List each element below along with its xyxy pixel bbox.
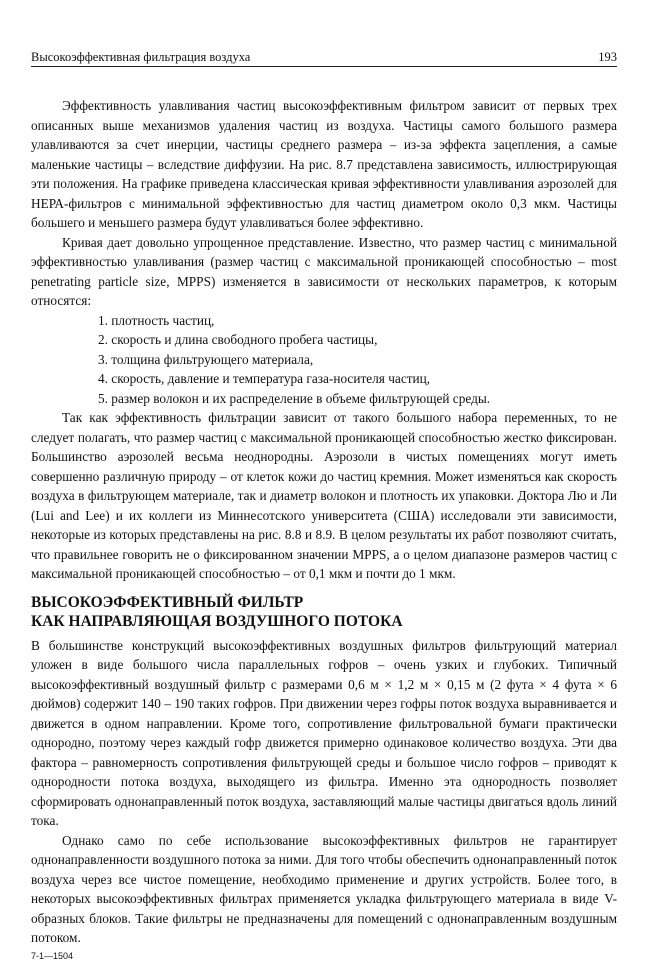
page-body <box>31 96 617 948</box>
paragraph-3: Так как эффективность фильтрации зависит от такого большого набора переменных, то не следует полагать, что размер частиц с максимальной проникающей способностью жестко фиксирован. Большинство аэрозолей весьма неоднородны. Аэрозоли в чистых помещениях могут иметь совершенно различную природу – от клеток кожи до частиц кремния. Может изменяться как скорость воздуха в фильтрующем материале, так и диаметр волокон и плотность их упаковки. Доктора Лю и Ли (Lui and Lee) и их коллеги из Миннесотского университета (США) исследовали эти зависимости, некоторые из которых представлены на рис. 8.8 и 8.9. В целом результаты их работ позволяют считать, что правильнее говорить не о фиксированном значении MPPS, а о целом диапазоне размеров частиц с максимальной проникающей способностью – от 0,1 мкм и почти до 1 мкм. <box>31 410 617 581</box>
list-item: 4. скорость, давление и температура газа-носителя частиц, <box>98 371 431 386</box>
running-header <box>31 50 617 67</box>
list-item: 5. размер волокон и их распределение в объеме фильтрующей среды. <box>98 390 491 406</box>
paragraph-2: Кривая дает довольно упрощенное представление. Известно, что размер частиц с минимальной эффективностью улавливания (размер частиц с максимальной проникающей способностью – most penetrating particle size, MPPS) изменяется в зависимости от нескольких параметров, к которым относятся: <box>31 234 617 308</box>
list-item: 1. плотность частиц, <box>98 312 215 328</box>
parameter-list <box>31 311 617 409</box>
section-heading-line-2: КАК НАПРАВЛЯЮЩАЯ ВОЗДУШНОГО ПОТОКА <box>31 612 403 630</box>
paragraph-5: Однако само по себе использование высокоэффективных фильтров не гарантирует однонаправленности воздушного потока за ними. Для того чтобы обеспечить однонаправленный поток воздуха через все чистое помещение, необходимо применение и других устройств. Более того, в некоторых высокоэффективных фильтрах применяется укладка фильтрующего материала в виде V-образных блоков. Такие фильтры не предназначены для помещений с однонаправленным воздушным потоком. <box>31 832 617 945</box>
section-heading-line-1: ВЫСОКОЭФФЕКТИВНЫЙ ФИЛЬТР <box>31 593 304 611</box>
section-heading <box>31 593 617 631</box>
list-item: 2. скорость и длина свободного пробега частицы, <box>98 332 378 347</box>
printer-signature: 7-1—1504 <box>31 951 74 961</box>
page-number: 193 <box>598 50 617 64</box>
running-title: Высокоэффективная фильтрация воздуха <box>31 50 251 64</box>
paragraph-1: Эффективность улавливания частиц высокоэффективным фильтром зависит от первых трех описанных выше механизмов удаления частиц из воздуха. Частицы самого большого размера улавливаются за счет инерции, частицы среднего размера – из-за эффекта зацепления, а самые маленькие частицы – вследствие диффузии. На рис. 8.7 представлена зависимость, иллюстрирующая эти положения. На графике приведена классическая кривая эффективности улавливания аэрозолей для НЕРА-фильтров с минимальной эффективностью для частиц диаметром около 0,3 мкм. Частицы большего и меньшего размера будут улавливаться более эффективно. <box>31 98 617 230</box>
list-item: 3. толщина фильтрующего материала, <box>98 351 314 367</box>
paragraph-4: В большинстве конструкций высокоэффективных воздушных фильтров фильтрующий материал уложен в виде большого числа параллельных гофров – очень узких и глубоких. Типичный высокоэффективный воздушный фильтр с размерами 0,6 м × 1,2 м × 0,15 м (2 фута × 4 фута × 6 дюймов) содержит 140 – 190 таких гофров. При движении через гофры поток воздуха выравнивается и движется в одном направлении. Кроме того, сопротивление фильтровальной бумаги практически однородно, поэтому через каждый гофр движется примерно одинаковое количество воздуха. Эти два фактора – равномерность сопротивления фильтрующей среды и большое число гофров – приводят к однородности потока воздуха, выходящего из фильтра. Именно эта однородность позволяет сформировать однонаправленный поток воздуха, заставляющий малые частицы двигаться вдоль линий тока. <box>31 637 617 828</box>
